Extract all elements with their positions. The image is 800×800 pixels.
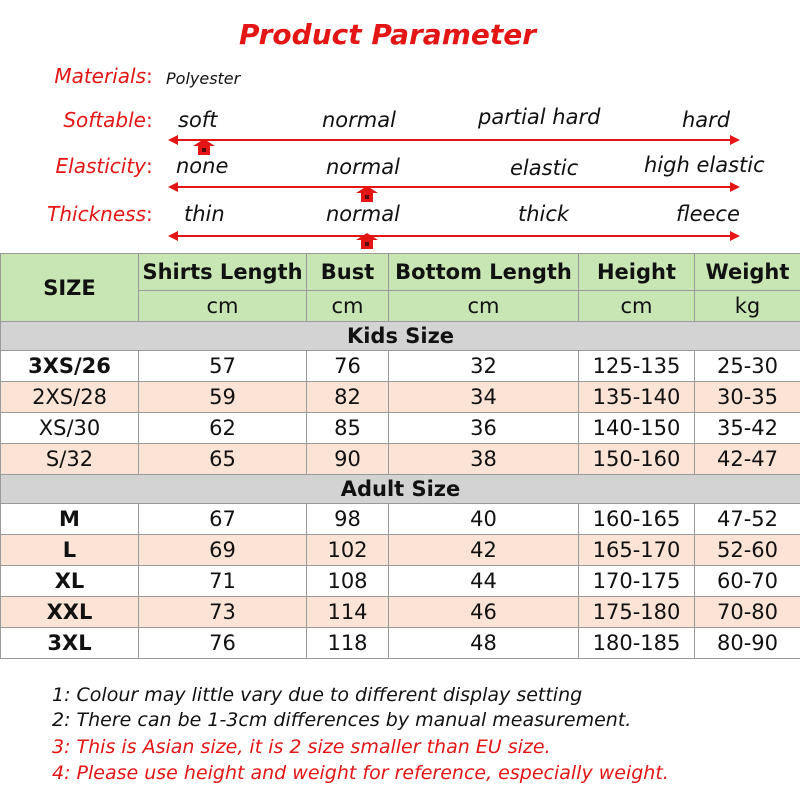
weight-cell: 70-80 (695, 597, 800, 628)
bottom-length-cell: 46 (389, 597, 579, 628)
weight-cell: 30-35 (695, 382, 800, 413)
size-cell: 3XS/26 (1, 351, 139, 382)
bottom-length-cell: 36 (389, 413, 579, 444)
height-cell: 140-150 (579, 413, 695, 444)
shirts-length-cell: 67 (139, 504, 307, 535)
table-row (1, 566, 800, 597)
bust-cell: 82 (307, 382, 389, 413)
weight-cell: 60-70 (695, 566, 800, 597)
size-table (0, 253, 800, 659)
column-header-weight: Weight (695, 254, 800, 291)
weight-cell: 35-42 (695, 413, 800, 444)
elasticity-scale-line (176, 186, 734, 188)
thickness-option-thin: thin (184, 202, 225, 226)
size-cell: XXL (1, 597, 139, 628)
note-asian-size: 3: This is Asian size, it is 2 size smaller than EU size. (52, 736, 551, 758)
adult-section-row (1, 475, 800, 504)
thickness-option-normal: normal (326, 202, 400, 226)
elasticity-option-high-elastic: high elastic (644, 153, 765, 177)
elasticity-option-elastic: elastic (510, 156, 579, 180)
thickness-label: Thickness (47, 202, 146, 226)
page-title: Product Parameter (238, 18, 537, 51)
height-cell: 180-185 (579, 628, 695, 659)
thickness-marker-icon (356, 233, 378, 249)
materials-colon: : (146, 64, 153, 88)
bust-cell: 98 (307, 504, 389, 535)
weight-cell: 42-47 (695, 444, 800, 475)
thickness-arrow-right-icon (730, 231, 740, 241)
bust-cell: 102 (307, 535, 389, 566)
softable-option-partial-hard: partial hard (478, 105, 601, 129)
elasticity-arrow-right-icon (730, 182, 740, 192)
column-header-bottom-length: Bottom Length (389, 254, 579, 291)
bottom-length-cell: 40 (389, 504, 579, 535)
bust-cell: 108 (307, 566, 389, 597)
bottom-length-cell: 48 (389, 628, 579, 659)
table-row (1, 444, 800, 475)
softable-scale-line (176, 139, 734, 141)
note-measurement-difference: 2: There can be 1-3cm differences by manual measurement. (52, 709, 632, 731)
unit-bust: cm (307, 291, 389, 322)
unit-bottom-length: cm (389, 291, 579, 322)
size-column-header: SIZE (1, 254, 139, 322)
weight-cell: 80-90 (695, 628, 800, 659)
softable-arrow-right-icon (730, 135, 740, 145)
softable-label: Softable (63, 108, 146, 132)
shirts-length-cell: 71 (139, 566, 307, 597)
materials-label: Materials (54, 64, 146, 88)
thickness-option-fleece: fleece (676, 202, 740, 226)
softable-arrow-left-icon (168, 135, 178, 145)
column-header-shirts-length: Shirts Length (139, 254, 307, 291)
table-row (1, 351, 800, 382)
height-cell: 135-140 (579, 382, 695, 413)
softable-option-hard: hard (682, 108, 731, 132)
height-cell: 170-175 (579, 566, 695, 597)
adult-section-label: Adult Size (1, 475, 800, 504)
unit-height: cm (579, 291, 695, 322)
table-row (1, 413, 800, 444)
thickness-colon: : (146, 202, 153, 226)
weight-cell: 52-60 (695, 535, 800, 566)
note-height-weight-reference: 4: Please use height and weight for reference, especially weight. (52, 762, 669, 784)
height-cell: 160-165 (579, 504, 695, 535)
column-header-bust: Bust (307, 254, 389, 291)
thickness-option-thick: thick (518, 202, 570, 226)
elasticity-marker-icon (356, 186, 378, 202)
table-header-row (1, 254, 800, 291)
weight-cell: 25-30 (695, 351, 800, 382)
table-row (1, 382, 800, 413)
size-cell: XL (1, 566, 139, 597)
table-row (1, 535, 800, 566)
height-cell: 125-135 (579, 351, 695, 382)
shirts-length-cell: 57 (139, 351, 307, 382)
bottom-length-cell: 38 (389, 444, 579, 475)
shirts-length-cell: 73 (139, 597, 307, 628)
elasticity-arrow-left-icon (168, 182, 178, 192)
materials-value: Polyester (166, 69, 241, 88)
thickness-arrow-left-icon (168, 231, 178, 241)
shirts-length-cell: 62 (139, 413, 307, 444)
size-cell: XS/30 (1, 413, 139, 444)
kids-section-row (1, 322, 800, 351)
softable-marker-icon (193, 139, 215, 155)
unit-shirts-length: cm (139, 291, 307, 322)
bottom-length-cell: 32 (389, 351, 579, 382)
height-cell: 175-180 (579, 597, 695, 628)
bottom-length-cell: 42 (389, 535, 579, 566)
size-cell: 2XS/28 (1, 382, 139, 413)
table-row (1, 504, 800, 535)
thickness-scale-line (176, 235, 734, 237)
table-row (1, 597, 800, 628)
softable-option-soft: soft (178, 108, 218, 132)
unit-weight: kg (695, 291, 800, 322)
elasticity-option-normal: normal (326, 155, 400, 179)
bust-cell: 90 (307, 444, 389, 475)
weight-cell: 47-52 (695, 504, 800, 535)
height-cell: 165-170 (579, 535, 695, 566)
shirts-length-cell: 65 (139, 444, 307, 475)
elasticity-option-none: none (176, 154, 229, 178)
shirts-length-cell: 59 (139, 382, 307, 413)
bust-cell: 118 (307, 628, 389, 659)
table-row (1, 628, 800, 659)
elasticity-colon: : (146, 154, 153, 178)
note-colour-variation: 1: Colour may little vary due to different display setting (52, 684, 583, 706)
column-header-height: Height (579, 254, 695, 291)
bust-cell: 85 (307, 413, 389, 444)
size-cell: 3XL (1, 628, 139, 659)
size-cell: M (1, 504, 139, 535)
height-cell: 150-160 (579, 444, 695, 475)
size-cell: L (1, 535, 139, 566)
bottom-length-cell: 44 (389, 566, 579, 597)
softable-colon: : (146, 108, 153, 132)
softable-option-normal: normal (322, 108, 396, 132)
kids-section-label: Kids Size (1, 322, 800, 351)
bust-cell: 114 (307, 597, 389, 628)
size-cell: S/32 (1, 444, 139, 475)
shirts-length-cell: 69 (139, 535, 307, 566)
elasticity-label: Elasticity (55, 154, 146, 178)
bottom-length-cell: 34 (389, 382, 579, 413)
bust-cell: 76 (307, 351, 389, 382)
shirts-length-cell: 76 (139, 628, 307, 659)
